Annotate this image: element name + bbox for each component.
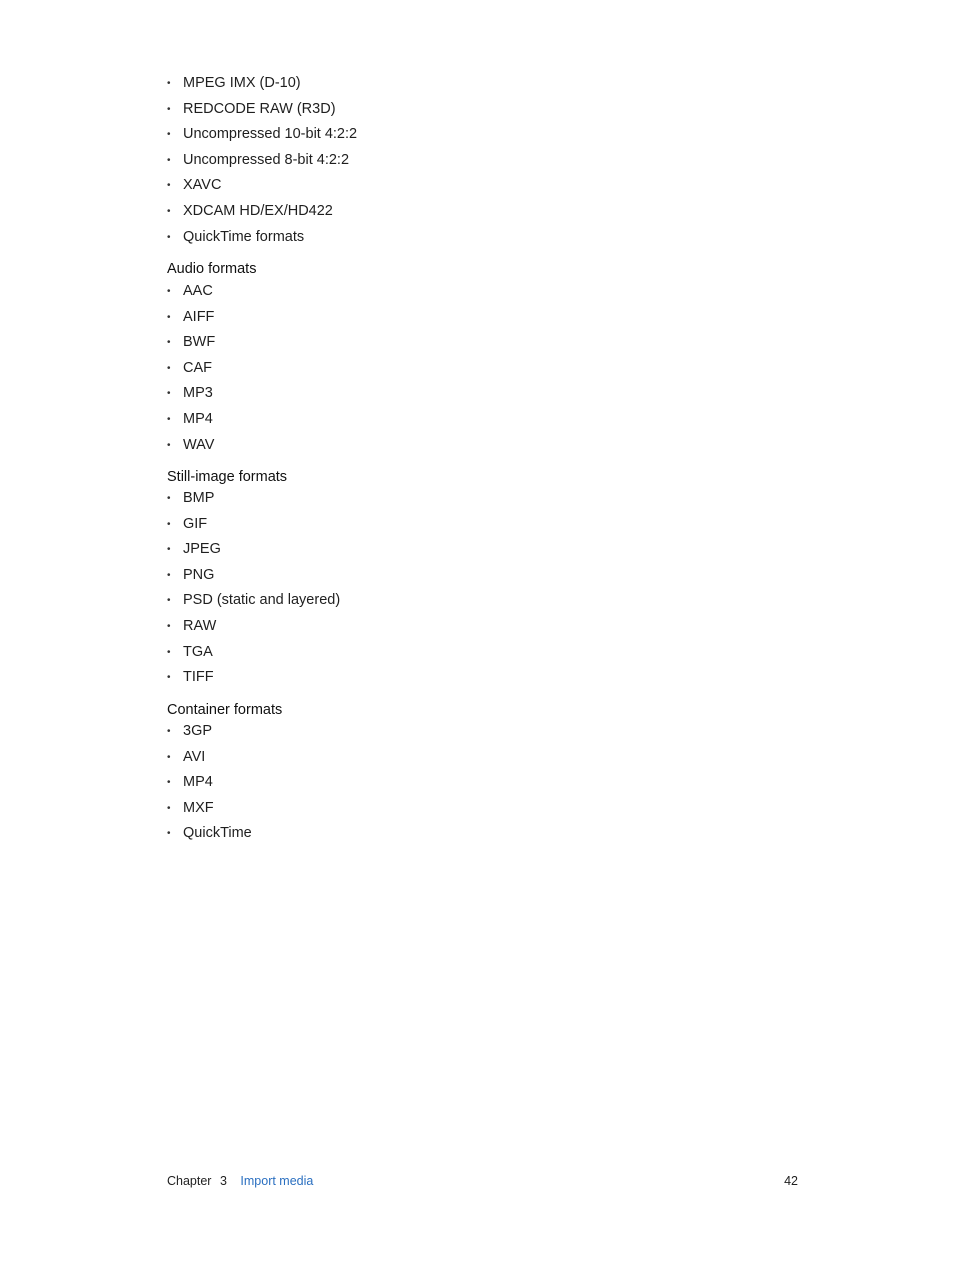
list-item: • MP4 [167,407,215,433]
list-item: • JPEG [167,537,340,563]
audio-formats-list [167,279,215,458]
list-item: • QuickTime [167,821,252,847]
list-item: • AAC [167,279,215,305]
list-item: • RAW [167,614,340,640]
chapter-label: Chapter [167,1174,212,1188]
page-footer [167,1173,798,1189]
list-item: • Uncompressed 8-bit 4:2:2 [167,148,357,174]
list-item: • XDCAM HD/EX/HD422 [167,199,357,225]
list-item: • WAV [167,433,215,459]
list-item: • TGA [167,640,340,666]
container-formats-list [167,719,252,847]
container-formats-heading: Container formats [167,702,283,718]
chapter-number: 3 [219,1174,227,1188]
list-item: • MPEG IMX (D-10) [167,71,357,97]
list-item: • PSD (static and layered) [167,588,340,614]
list-item: • PNG [167,563,340,589]
audio-formats-heading: Audio formats [167,261,257,277]
list-item: • AVI [167,745,252,771]
list-item: • GIF [167,512,340,538]
list-item: • QuickTime formats [167,225,357,251]
list-item: • TIFF [167,665,340,691]
page-number: 42 [784,1174,798,1188]
list-item: • Uncompressed 10-bit 4:2:2 [167,122,357,148]
list-item: • MXF [167,796,252,822]
list-item: • REDCODE RAW (R3D) [167,97,357,123]
list-item: • XAVC [167,173,357,199]
chapter-title-link[interactable]: Import media [240,1174,314,1188]
list-item: • BWF [167,330,215,356]
list-item: • CAF [167,356,215,382]
list-item: • MP4 [167,770,252,796]
list-item: • BMP [167,486,340,512]
list-item: • MP3 [167,381,215,407]
still-image-formats-list [167,486,340,691]
video-formats-list [167,71,357,250]
list-item: • 3GP [167,719,252,745]
list-item: • AIFF [167,305,215,331]
still-image-formats-heading: Still-image formats [167,469,288,485]
